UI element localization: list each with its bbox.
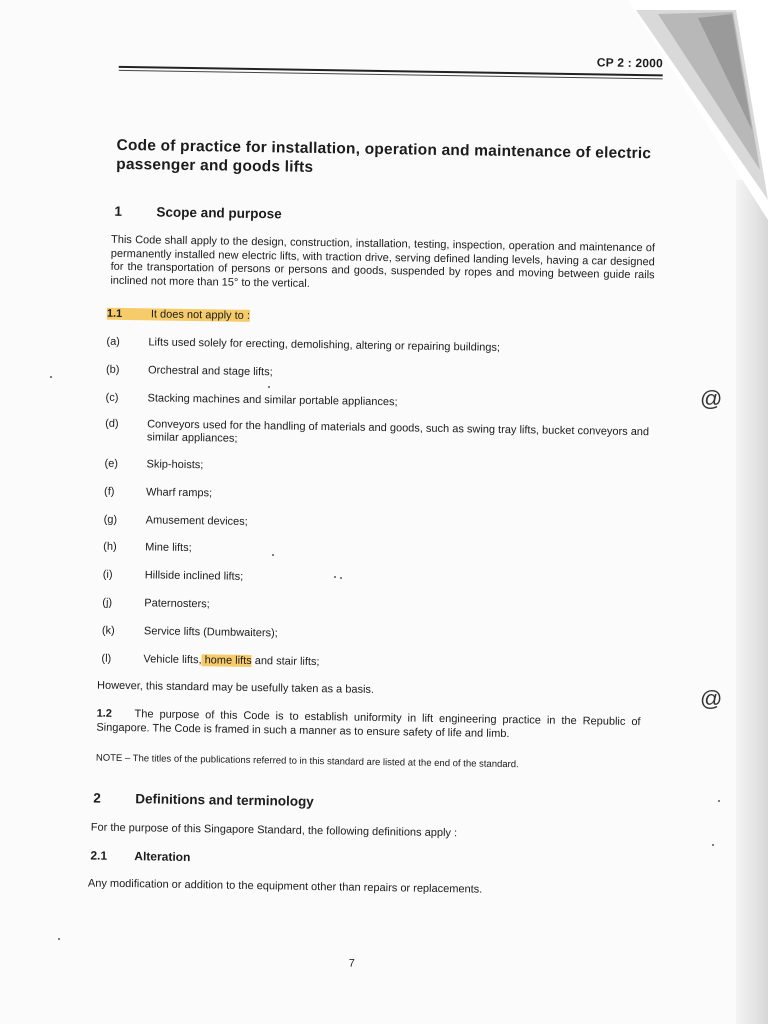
list-item: [106, 336, 650, 358]
list-text: Service lifts (Dumbwaiters);: [143, 625, 278, 640]
list-letter: (k): [101, 624, 115, 637]
clause-number: 1.2: [96, 707, 112, 720]
section-number: 1: [114, 203, 123, 219]
binder-mark: @: [700, 686, 723, 711]
list-text: Lifts used solely for erecting, demolishing, altering or repairing buildings;: [148, 336, 501, 354]
scan-speck: [712, 844, 714, 846]
list-item: [106, 364, 650, 386]
clause-1-2: [96, 708, 640, 744]
scan-speck: [268, 386, 270, 388]
section-1-body: This Code shall apply to the design, construction, installation, testing, inspection, operation and maintenance of permanently installed new electric lifts, with traction drive, serving defined landing levels, having a car designed for the transportation of persons or persons and goods, suspended by ropes and moving between guide rails inclined not more than 15° to the vertical.: [110, 233, 656, 290]
scan-speck: [58, 938, 60, 940]
clause-number: 2.1: [90, 848, 108, 863]
section-2-intro: For the purpose of this Singapore Standard, the following definitions apply :: [90, 821, 458, 840]
list-item: [104, 486, 648, 508]
list-item: [104, 514, 648, 536]
list-text: Wharf ramps;: [145, 486, 213, 500]
highlighted-phrase: home lifts: [201, 654, 252, 668]
list-text: Conveyors used for the handling of materials and goods, such as swing tray lifts, bucket conveyors and similar appliances;: [146, 418, 650, 445]
list-letter: (a): [106, 335, 120, 348]
scan-speck: [50, 376, 52, 378]
list-text: [143, 653, 645, 674]
section-number: 2: [93, 790, 101, 806]
list-letter: (g): [103, 513, 118, 526]
section-title: Scope and purpose: [156, 204, 282, 222]
list-letter: (l): [101, 652, 112, 665]
list-letter: (c): [105, 391, 119, 404]
however-note: However, this standard may be usefully taken as a basis.: [96, 679, 375, 696]
list-item: [103, 541, 647, 563]
list-item: [104, 458, 648, 480]
clause-title: Alteration: [134, 849, 191, 865]
list-letter: (i): [102, 568, 113, 581]
clause-text: It does not apply to :: [150, 308, 251, 322]
section-1-heading: [114, 204, 281, 222]
list-item: [102, 625, 646, 647]
clause-2-1-text: Any modification or addition to the equipment other than repairs or replacements.: [87, 877, 483, 896]
scan-speck: [340, 577, 342, 579]
list-letter: (d): [105, 417, 119, 430]
list-item: [102, 597, 646, 619]
note: NOTE – The titles of the publications referred to in this standard are listed at the end of the standard.: [95, 752, 519, 771]
binder-mark: @: [700, 386, 723, 411]
document-code: CP 2 : 2000: [596, 55, 664, 71]
scan-speck: [718, 800, 720, 802]
scan-speck: [272, 554, 274, 556]
clause-1-1: [107, 308, 250, 324]
list-letter: (b): [105, 363, 120, 376]
list-letter: (e): [104, 457, 119, 470]
list-text: Mine lifts;: [145, 541, 192, 555]
list-letter: (j): [102, 596, 113, 609]
list-text: Paternosters;: [144, 597, 210, 611]
list-text-end: and stair lifts;: [251, 655, 320, 669]
document-title: Code of practice for installation, operation and maintenance of electric passenger and goods lifts: [116, 136, 652, 176]
list-letter: (f): [104, 485, 115, 498]
list-text: Hillside inclined lifts;: [144, 569, 244, 583]
clause-number: 1.1: [106, 307, 123, 320]
list-item: [103, 569, 647, 591]
clause-2-1-heading: [90, 848, 190, 864]
list-item: [105, 392, 649, 414]
page-number: 7: [348, 957, 355, 970]
section-title: Definitions and terminology: [135, 791, 314, 809]
scan-speck: [334, 576, 336, 578]
list-text-start: Vehicle lifts,: [143, 653, 202, 667]
clause-text: The purpose of this Code is to establish uniformity in lift engineering practice in the Republic of Singapore. The Code is framed in such a manner as to ensure safety of life and limb.: [96, 708, 641, 740]
highlighted-clause: [107, 308, 250, 322]
list-item: [105, 418, 649, 453]
list-text: Amusement devices;: [145, 514, 248, 528]
list-text: Skip-hoists;: [146, 458, 204, 472]
list-text: Orchestral and stage lifts;: [147, 364, 273, 379]
section-2-heading: [93, 791, 314, 809]
list-item: [101, 653, 645, 675]
list-letter: (h): [103, 540, 117, 553]
list-text: Stacking machines and similar portable appliances;: [147, 392, 398, 409]
